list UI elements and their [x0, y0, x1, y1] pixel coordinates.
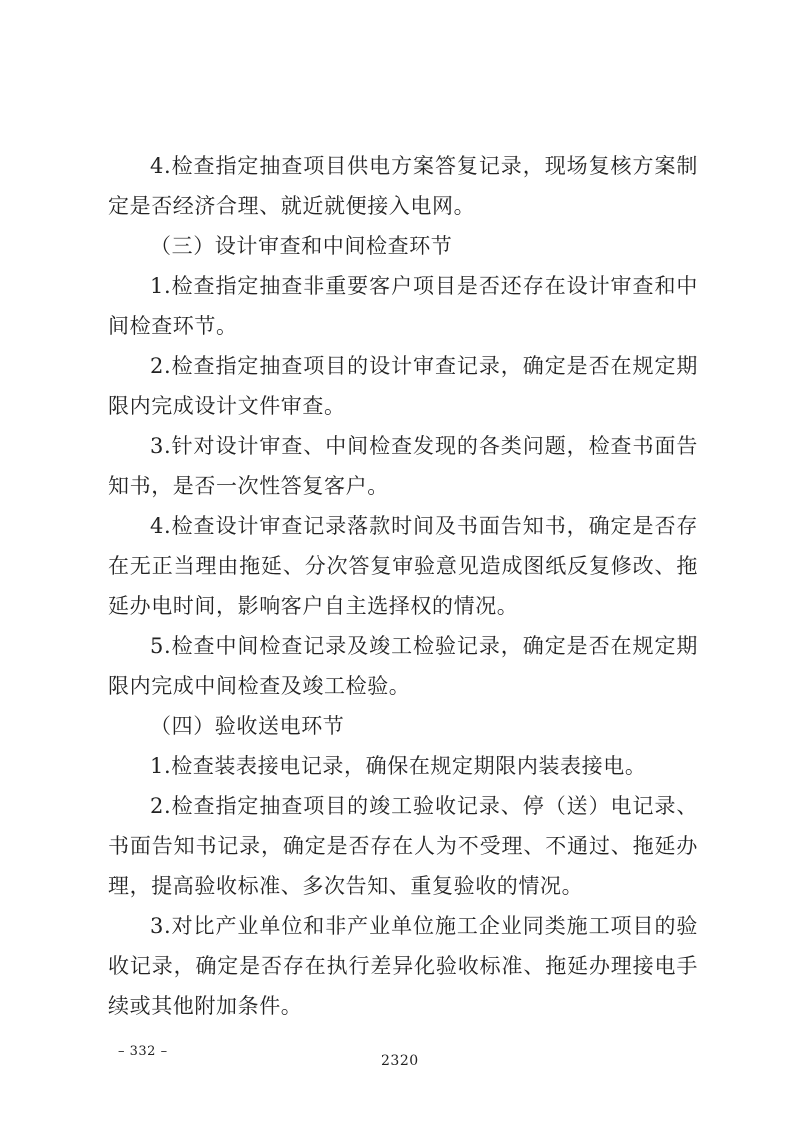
sheet-number: 2320 [381, 1053, 419, 1069]
paragraph-item-1-non-key-customer: 1.检查指定抽查非重要客户项目是否还存在设计审查和中间检查环节。 [108, 274, 698, 338]
paragraph-item-4-supply-plan: 4.检查指定抽查项目供电方案答复记录，现场复核方案制定是否经济合理、就近就便接入电网。 [108, 154, 698, 218]
section-heading-acceptance: （四）验收送电环节 [150, 714, 345, 738]
document-body [108, 146, 698, 1026]
paragraph-item-5-completion-inspection: 5.检查中间检查记录及竣工检验记录，确定是否在规定期限内完成中间检查及竣工检验。 [108, 634, 698, 698]
page-number: – 332 – [118, 1044, 168, 1059]
paragraph-item-3-written-notice: 3.针对设计审查、中间检查发现的各类问题，检查书面告知书，是否一次性答复客户。 [108, 434, 698, 498]
section-heading-design-review: （三）设计审查和中间检查环节 [150, 234, 453, 258]
paragraph-item-1-meter-install: 1.检查装表接电记录，确保在规定期限内装表接电。 [150, 754, 647, 778]
paragraph-item-4-signature-time: 4.检查设计审查记录落款时间及书面告知书，确定是否存在无正当理由拖延、分次答复审验意见造成图纸反复修改、拖延办电时间，影响客户自主选择权的情况。 [108, 514, 698, 618]
paragraph-item-3-comparison: 3.对比产业单位和非产业单位施工企业同类施工项目的验收记录，确定是否存在执行差异化验收标准、拖延办理接电手续或其他附加条件。 [108, 914, 698, 1018]
paragraph-item-2-acceptance-record: 2.检查指定抽查项目的竣工验收记录、停（送）电记录、书面告知书记录，确定是否存在人为不受理、不通过、拖延办理，提高验收标准、多次告知、重复验收的情况。 [108, 794, 698, 898]
paragraph-item-2-design-review-record: 2.检查指定抽查项目的设计审查记录，确定是否在规定期限内完成设计文件审查。 [108, 354, 698, 418]
